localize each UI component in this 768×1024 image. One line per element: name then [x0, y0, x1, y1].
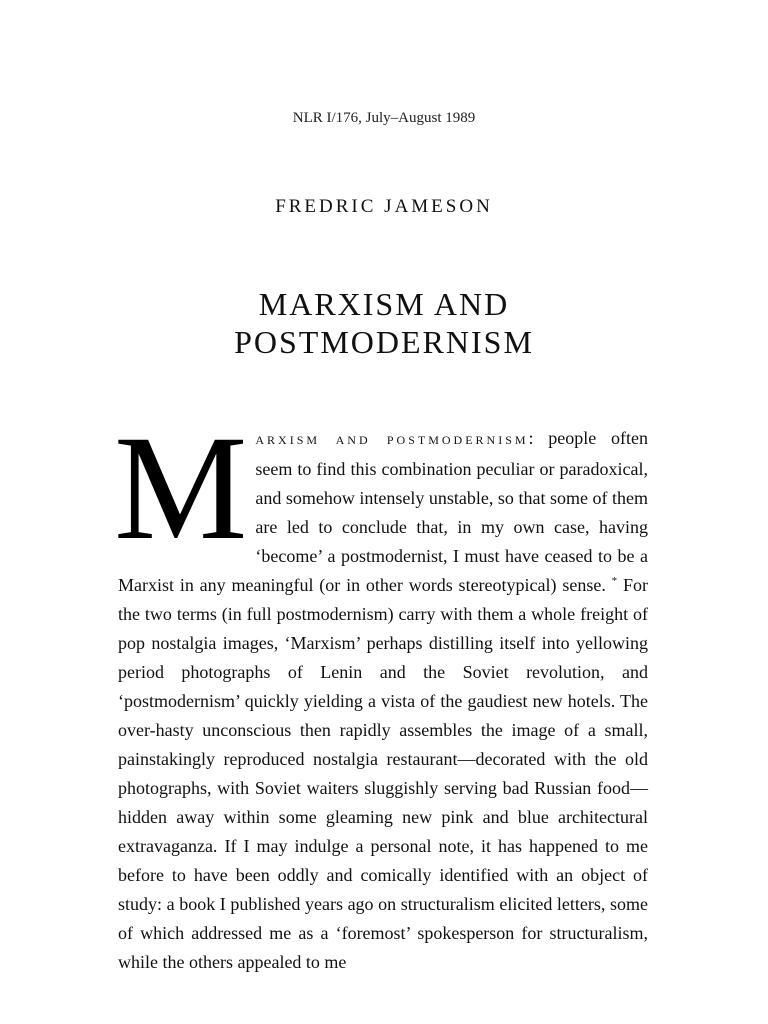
- body-text-part-1: people often seem to find this combination peculiar or paradoxical, and somehow intensely unstable, so that some of them are led to conclude that, in my own case, having ‘become’ a postmodernist, I must have ceased to be a Marxist in any meaningful (or in other words stereotypical) sense.: [118, 428, 648, 595]
- opening-colon: :: [528, 428, 534, 448]
- article-title: [0, 285, 768, 361]
- title-line-1: MARXISM AND: [258, 286, 510, 322]
- title-line-2: POSTMODERNISM: [234, 324, 534, 360]
- article-body: [114, 405, 648, 977]
- journal-citation: NLR I/176, July–August 1989: [292, 110, 476, 126]
- author-name: FREDRIC JAMESON: [275, 196, 493, 217]
- opening-smallcaps: ARXISM AND POSTMODERNISM: [255, 433, 529, 447]
- drop-cap: M: [114, 405, 248, 571]
- footnote-mark: *: [611, 575, 618, 587]
- body-text-part-2: For the two terms (in full postmodernism) carry with them a whole freight of pop nostalgia images, ‘Marxism’ perhaps distilling itself into yellowing period photographs of Lenin and the Soviet revolution, and ‘postmodernism’ quickly yielding a vista of the gaudiest new hotels. The over-hasty unconscious then rapidly assembles the image of a small, painstakingly reproduced nostalgia restaurant—decorated with the old photographs, with Soviet waiters sluggishly serving bad Russian food—hidden away within some gleaming new pink and blue architectural extravaganza. If I may indulge a personal note, it has happened to me before to have been oddly and comically identified with an object of study: a book I published years ago on structuralism elicited letters, some of which addressed me as a ‘foremost’ spokesperson for structuralism, while the others appealed to me: [118, 575, 648, 972]
